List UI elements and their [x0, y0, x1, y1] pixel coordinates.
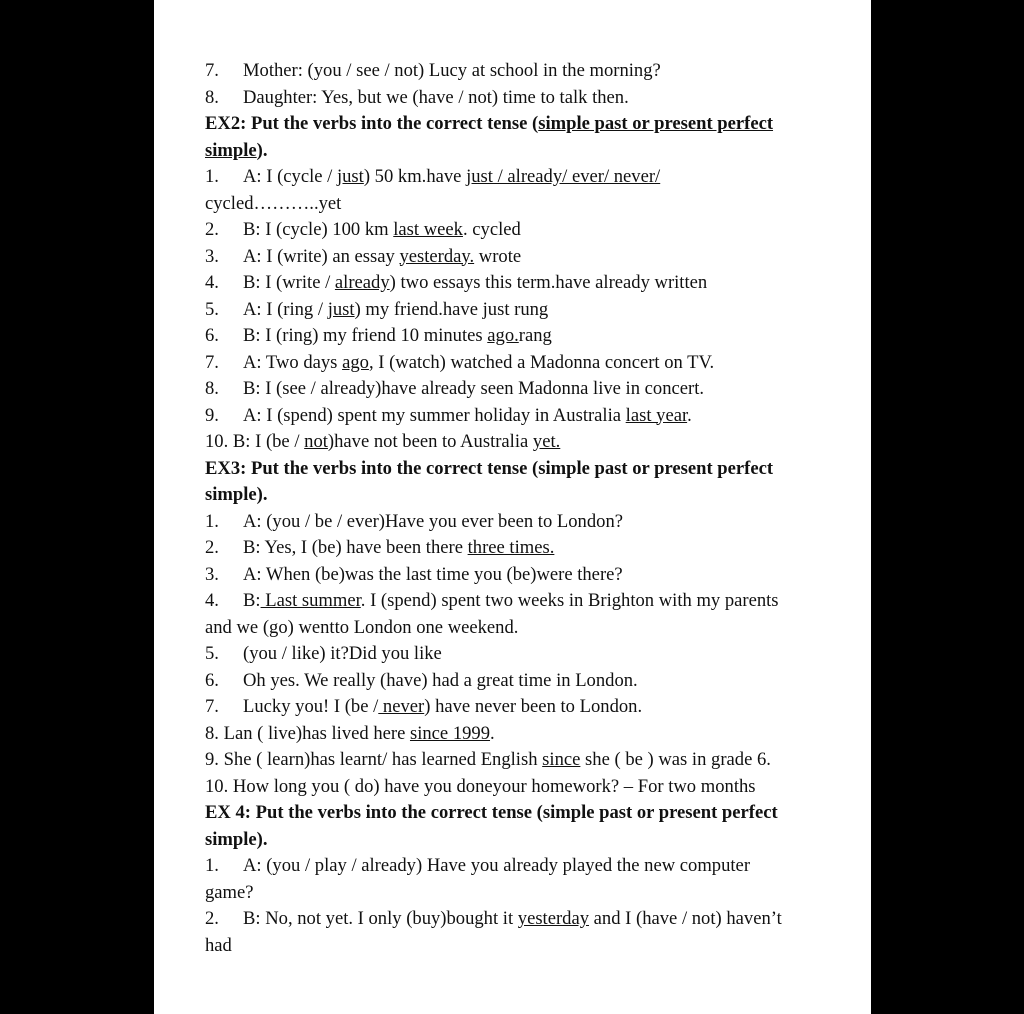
underlined-text: already — [334, 272, 390, 293]
text-line — [205, 588, 825, 615]
text-line — [205, 747, 825, 774]
underlined-text: just — [336, 166, 364, 187]
text-line — [205, 270, 825, 297]
text-run: Mother: (you / see / not) Lucy at school in the morning? — [243, 60, 661, 81]
text-line — [205, 58, 825, 85]
item-number: 3. — [205, 245, 219, 267]
item-number: 1. — [205, 166, 219, 187]
text-run: B: I (see / already)have already seen Madonna live in concert. — [243, 378, 705, 399]
text-line — [205, 562, 825, 589]
text-run: A: I (cycle / — [243, 166, 337, 187]
underlined-text: three times. — [467, 537, 555, 558]
text-run: )have not been to Australia — [327, 431, 533, 452]
text-run: EX3: Put the verbs into the correct tense (simple past or present perfect — [205, 457, 774, 479]
text-run: B: — [243, 590, 261, 611]
text-run: and I (have / not) haven’t — [589, 908, 782, 929]
item-number: 6. — [205, 669, 219, 691]
item-number: 9. — [205, 404, 219, 426]
text-run: 8. Lan ( live)has lived here — [205, 722, 410, 744]
exercise-text — [205, 58, 825, 959]
item-number: 1. — [205, 510, 219, 532]
underlined-text: ago. — [487, 325, 519, 346]
text-run: wrote — [474, 245, 522, 267]
text-run: B: I (ring) my friend 10 minutes — [243, 325, 488, 346]
item-number: 2. — [205, 537, 219, 558]
text-line — [205, 376, 825, 403]
underlined-text: just / already/ ever/ never/ — [466, 166, 661, 187]
document-page — [154, 0, 871, 1014]
underlined-text: last year — [625, 404, 688, 426]
text-line — [205, 853, 825, 880]
text-line — [205, 535, 825, 562]
text-run: 9. She ( learn)has learnt/ has learned English — [205, 749, 543, 770]
text-line — [205, 164, 825, 191]
text-run: , I (watch) watched a Madonna concert on TV. — [368, 351, 715, 373]
text-run: 10. B: I (be / — [205, 431, 305, 452]
text-run: EX2: Put the verbs into the correct tense ( — [205, 113, 539, 134]
text-run: simple). — [205, 828, 268, 850]
underlined-text: never — [378, 696, 425, 717]
text-run: . cycled — [462, 219, 521, 240]
text-line — [205, 111, 825, 138]
item-number: 8. — [205, 378, 219, 399]
underlined-text: simple — [205, 139, 257, 161]
item-number: 5. — [205, 643, 219, 664]
text-run: A: Two days — [243, 351, 343, 373]
underlined-text: yet. — [532, 431, 561, 452]
item-number: 4. — [205, 590, 219, 611]
text-run: . — [490, 722, 495, 744]
underlined-text: since — [542, 749, 581, 770]
text-line — [205, 403, 825, 430]
text-line — [205, 191, 825, 218]
text-line — [205, 721, 825, 748]
text-line — [205, 297, 825, 324]
text-run: A: I (ring / — [243, 298, 328, 320]
text-run: and we (go) wentto London one weekend. — [205, 616, 519, 638]
text-line — [205, 933, 825, 960]
item-number: 5. — [205, 298, 219, 320]
text-run: game? — [205, 881, 254, 903]
underlined-text: yesterday — [517, 908, 590, 929]
text-line — [205, 906, 825, 933]
text-run: B: I (cycle) 100 km — [243, 219, 394, 240]
item-number: 1. — [205, 855, 219, 876]
text-run: had — [205, 934, 232, 956]
item-number: 7. — [205, 60, 219, 81]
text-run: ) have never been to London. — [424, 696, 643, 717]
text-run: Lucky you! I (be / — [243, 696, 379, 717]
text-line — [205, 482, 825, 509]
text-line — [205, 350, 825, 377]
underlined-text: last week — [393, 219, 463, 240]
text-run: she ( be ) was in grade 6. — [580, 749, 771, 770]
underlined-text: just — [327, 298, 355, 320]
text-run: EX 4: Put the verbs into the correct tense (simple past or present perfect — [205, 802, 778, 823]
text-line — [205, 217, 825, 244]
text-run: ) two essays this term.have already written — [389, 272, 708, 293]
text-run: ) 50 km.have — [363, 166, 467, 187]
underlined-text: not — [304, 431, 328, 452]
underlined-text: yesterday. — [399, 245, 475, 267]
text-run: ). — [256, 139, 268, 161]
text-run: B: Yes, I (be) have been there — [243, 537, 468, 558]
item-number: 3. — [205, 563, 219, 585]
text-run: A: I (spend) spent my summer holiday in Australia — [243, 404, 626, 426]
underlined-text: Last summer — [260, 590, 361, 611]
text-run: B: I (write / — [243, 272, 335, 293]
text-line — [205, 641, 825, 668]
underlined-text: since 1999 — [409, 722, 491, 744]
text-run: (you / like) it?Did you like — [243, 643, 442, 664]
text-line — [205, 456, 825, 483]
text-run: B: No, not yet. I only (buy)bought it — [243, 908, 518, 929]
text-line — [205, 694, 825, 721]
text-run: 10. How long you ( do) have you doneyour homework? – For two months — [205, 775, 756, 797]
text-line — [205, 800, 825, 827]
text-line — [205, 880, 825, 907]
text-line — [205, 509, 825, 536]
item-number: 4. — [205, 272, 219, 293]
item-number: 2. — [205, 908, 219, 929]
text-line — [205, 615, 825, 642]
text-line — [205, 827, 825, 854]
text-run: Daughter: Yes, but we (have / not) time to talk then. — [243, 86, 629, 108]
text-run: rang — [518, 325, 552, 346]
text-line — [205, 323, 825, 350]
text-run: Oh yes. We really (have) had a great time in London. — [243, 669, 638, 691]
text-run: A: (you / play / already) Have you already played the new computer — [243, 855, 751, 876]
text-run: cycled………..yet — [205, 192, 342, 214]
item-number: 2. — [205, 219, 219, 240]
text-line — [205, 85, 825, 112]
text-line — [205, 668, 825, 695]
text-line — [205, 138, 825, 165]
text-line — [205, 429, 825, 456]
text-run: A: (you / be / ever)Have you ever been to London? — [243, 510, 624, 532]
text-run: . I (spend) spent two weeks in Brighton with my parents — [360, 590, 779, 611]
text-run: . — [687, 404, 692, 426]
item-number: 8. — [205, 86, 219, 108]
text-run: simple). — [205, 484, 268, 505]
text-line — [205, 774, 825, 801]
text-run: A: I (write) an essay — [243, 245, 400, 267]
text-run: A: When (be)was the last time you (be)were there? — [243, 563, 623, 585]
item-number: 7. — [205, 351, 219, 373]
item-number: 6. — [205, 325, 219, 346]
text-run: ) my friend.have just rung — [354, 298, 549, 320]
underlined-text: ago — [342, 351, 369, 373]
underlined-text: simple past or present perfect — [538, 113, 774, 134]
item-number: 7. — [205, 696, 219, 717]
text-line — [205, 244, 825, 271]
